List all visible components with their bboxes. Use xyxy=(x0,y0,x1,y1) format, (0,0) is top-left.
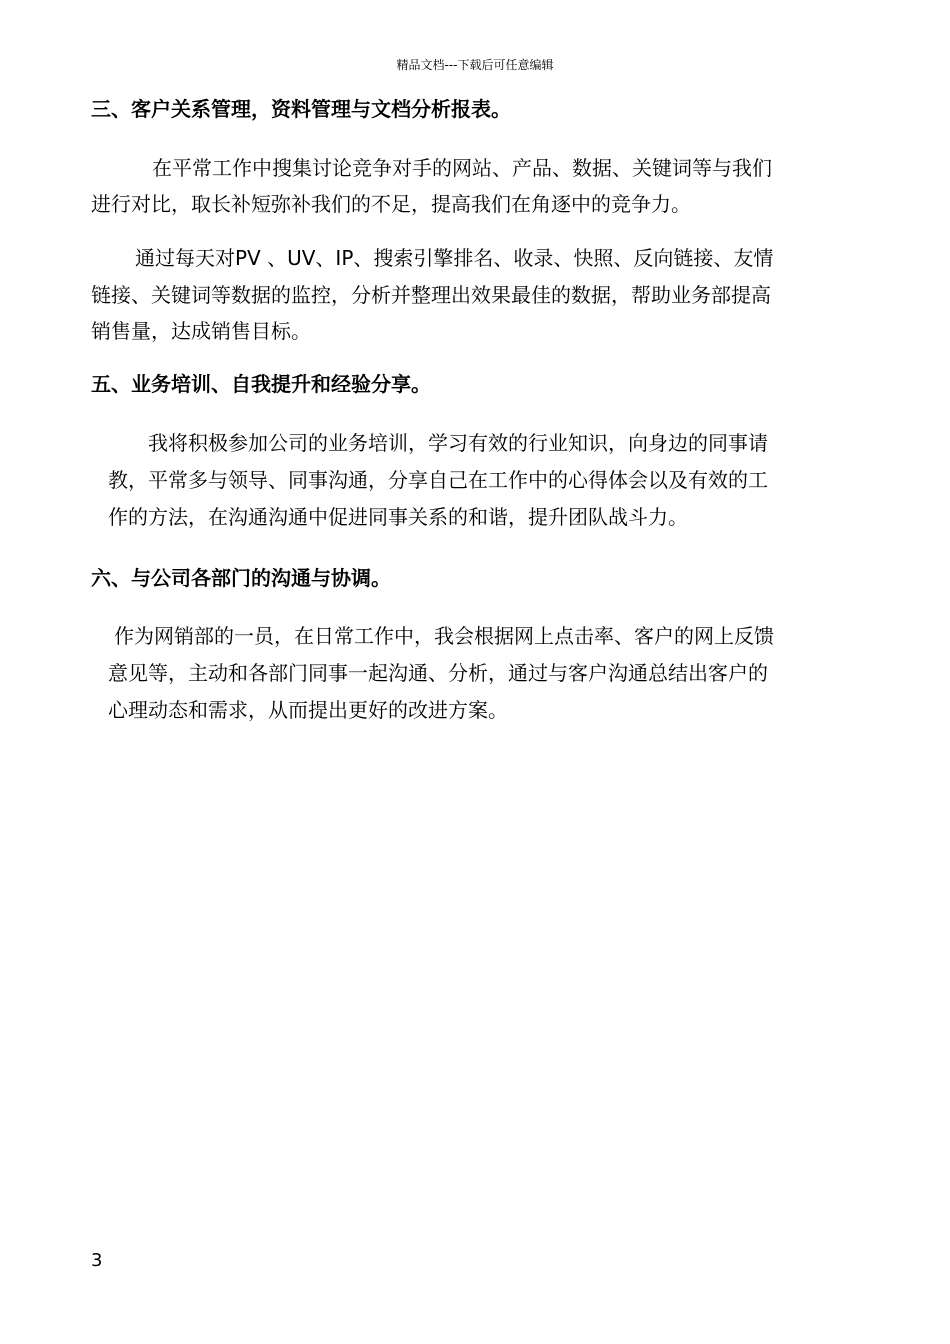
paragraph-line: 在平常工作中搜集讨论竞争对手的网站、产品、数据、关键词等与我们 xyxy=(152,156,772,180)
paragraph-line: 进行对比，取长补短弥补我们的不足，提高我们在角逐中的竞争力。 xyxy=(91,192,691,216)
paragraph-line: 心理动态和需求，从而提出更好的改进方案。 xyxy=(108,698,508,722)
section-heading-customer-management: 三、客户关系管理，资料管理与文档分析报表。 xyxy=(91,97,511,121)
paragraph-line: 作的方法，在沟通沟通中促进同事关系的和谐，提升团队战斗力。 xyxy=(108,505,688,529)
paragraph-line: 链接、关键词等数据的监控，分析并整理出效果最佳的数据，帮助业务部提高 xyxy=(91,283,771,307)
paragraph-line: 我将积极参加公司的业务培训，学习有效的行业知识，向身边的同事请 xyxy=(148,431,768,455)
paragraph-line: 通过每天对PV 、UV、IP、搜索引擎排名、收录、快照、反向链接、友情 xyxy=(135,246,774,270)
section-heading-communication: 六、与公司各部门的沟通与协调。 xyxy=(91,566,391,590)
page-number: 3 xyxy=(91,1250,103,1271)
paragraph-line: 作为网销部的一员，在日常工作中，我会根据网上点击率、客户的网上反馈 xyxy=(114,624,774,648)
page-header: 精品文档---下载后可任意编辑 xyxy=(396,58,554,72)
section-heading-training: 五、业务培训、自我提升和经验分享。 xyxy=(91,372,431,396)
paragraph-line: 教，平常多与领导、同事沟通，分享自己在工作中的心得体会以及有效的工 xyxy=(108,468,768,492)
paragraph-line: 销售量，达成销售目标。 xyxy=(91,319,311,343)
paragraph-line: 意见等，主动和各部门同事一起沟通、分析，通过与客户沟通总结出客户的 xyxy=(108,661,768,685)
